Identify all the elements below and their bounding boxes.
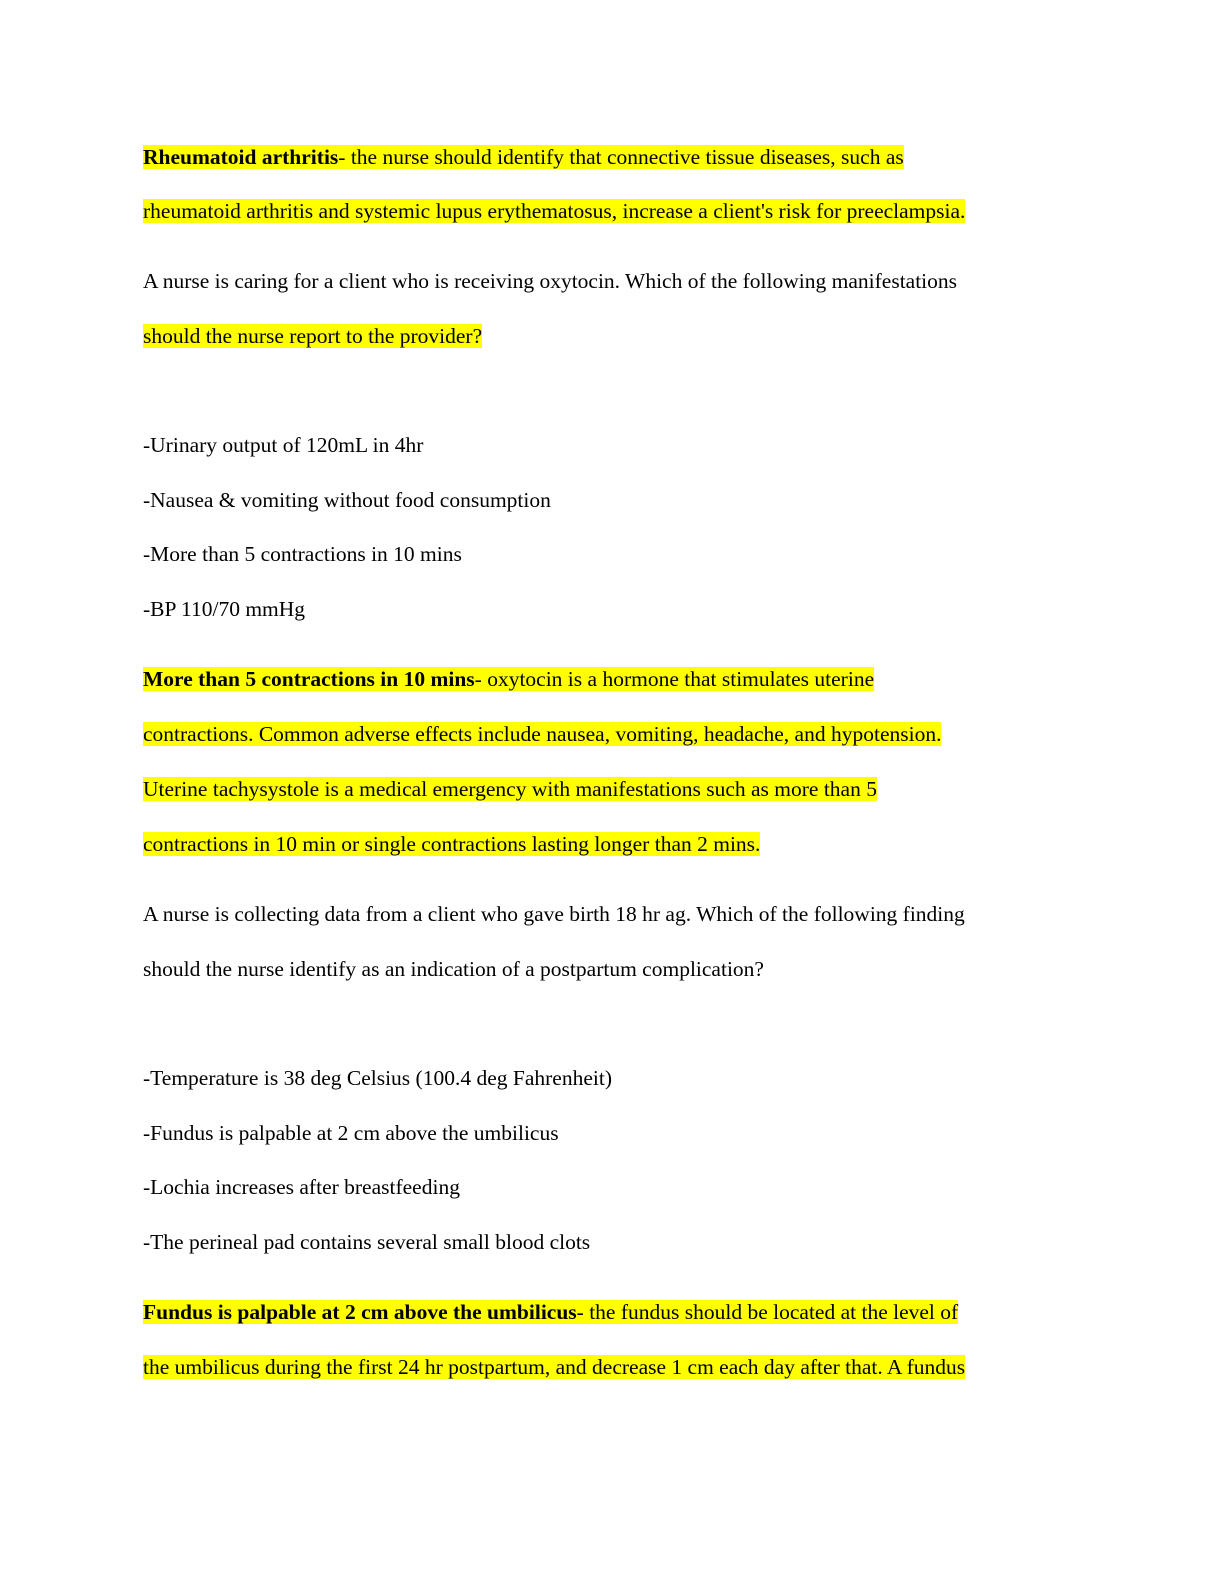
question-postpartum-line-1 [143, 899, 965, 929]
answer-text: - the nurse should identify that connective tissue diseases, such as [338, 145, 904, 169]
option-item [143, 485, 551, 515]
question-text: should the nurse identify as an indication of a postpartum complication? [143, 957, 764, 981]
option-text: -The perineal pad contains several small blood clots [143, 1230, 591, 1254]
option-text: -More than 5 contractions in 10 mins [143, 542, 462, 566]
option-item [143, 1172, 460, 1202]
answer-text: - the fundus should be located at the level of [576, 1300, 959, 1324]
option-text: -Fundus is palpable at 2 cm above the umbilicus [143, 1121, 559, 1145]
answer-oxytocin-line-4 [143, 829, 760, 859]
option-text: -Lochia increases after breastfeeding [143, 1175, 460, 1199]
option-item [143, 1118, 559, 1148]
option-text: -Nausea & vomiting without food consumption [143, 488, 551, 512]
answer-oxytocin-line-2 [143, 719, 941, 749]
answer-fundus-line-2 [143, 1352, 965, 1382]
question-text: A nurse is collecting data from a client who gave birth 18 hr ag. Which of the following finding [143, 902, 965, 926]
answer-heading: Rheumatoid arthritis [143, 145, 339, 169]
question-text: A nurse is caring for a client who is receiving oxytocin. Which of the following manifestations [143, 269, 958, 293]
answer-text: Uterine tachysystole is a medical emergency with manifestations such as more than 5 [143, 777, 877, 801]
answer-oxytocin-line-1 [143, 664, 874, 694]
option-item [143, 430, 423, 460]
answer-text: contractions in 10 min or single contractions lasting longer than 2 mins. [143, 832, 761, 856]
answer-fundus-line-1 [143, 1297, 958, 1327]
option-text: -Temperature is 38 deg Celsius (100.4 deg Fahrenheit) [143, 1066, 612, 1090]
answer-text: - oxytocin is a hormone that stimulates uterine [474, 667, 875, 691]
answer-rheumatoid-line-2 [143, 196, 965, 226]
answer-text: rheumatoid arthritis and systemic lupus erythematosus, increase a client's risk for preeclampsia. [143, 199, 966, 223]
option-text: -Urinary output of 120mL in 4hr [143, 433, 424, 457]
answer-heading: Fundus is palpable at 2 cm above the umbilicus [143, 1300, 577, 1324]
question-oxytocin-line-1 [143, 266, 957, 296]
answer-heading: More than 5 contractions in 10 mins [143, 667, 475, 691]
question-text: should the nurse report to the provider? [143, 324, 483, 348]
option-text: -BP 110/70 mmHg [143, 597, 306, 621]
answer-text: contractions. Common adverse effects include nausea, vomiting, headache, and hypotension. [143, 722, 942, 746]
option-item [143, 594, 305, 624]
question-oxytocin-line-2 [143, 321, 482, 351]
question-postpartum-line-2 [143, 954, 764, 984]
answer-oxytocin-line-3 [143, 774, 877, 804]
option-item [143, 1063, 612, 1093]
option-item [143, 1227, 590, 1257]
answer-text: the umbilicus during the first 24 hr postpartum, and decrease 1 cm each day after that. A fundus [143, 1355, 966, 1379]
answer-rheumatoid-line-1 [143, 142, 904, 172]
option-item [143, 539, 462, 569]
